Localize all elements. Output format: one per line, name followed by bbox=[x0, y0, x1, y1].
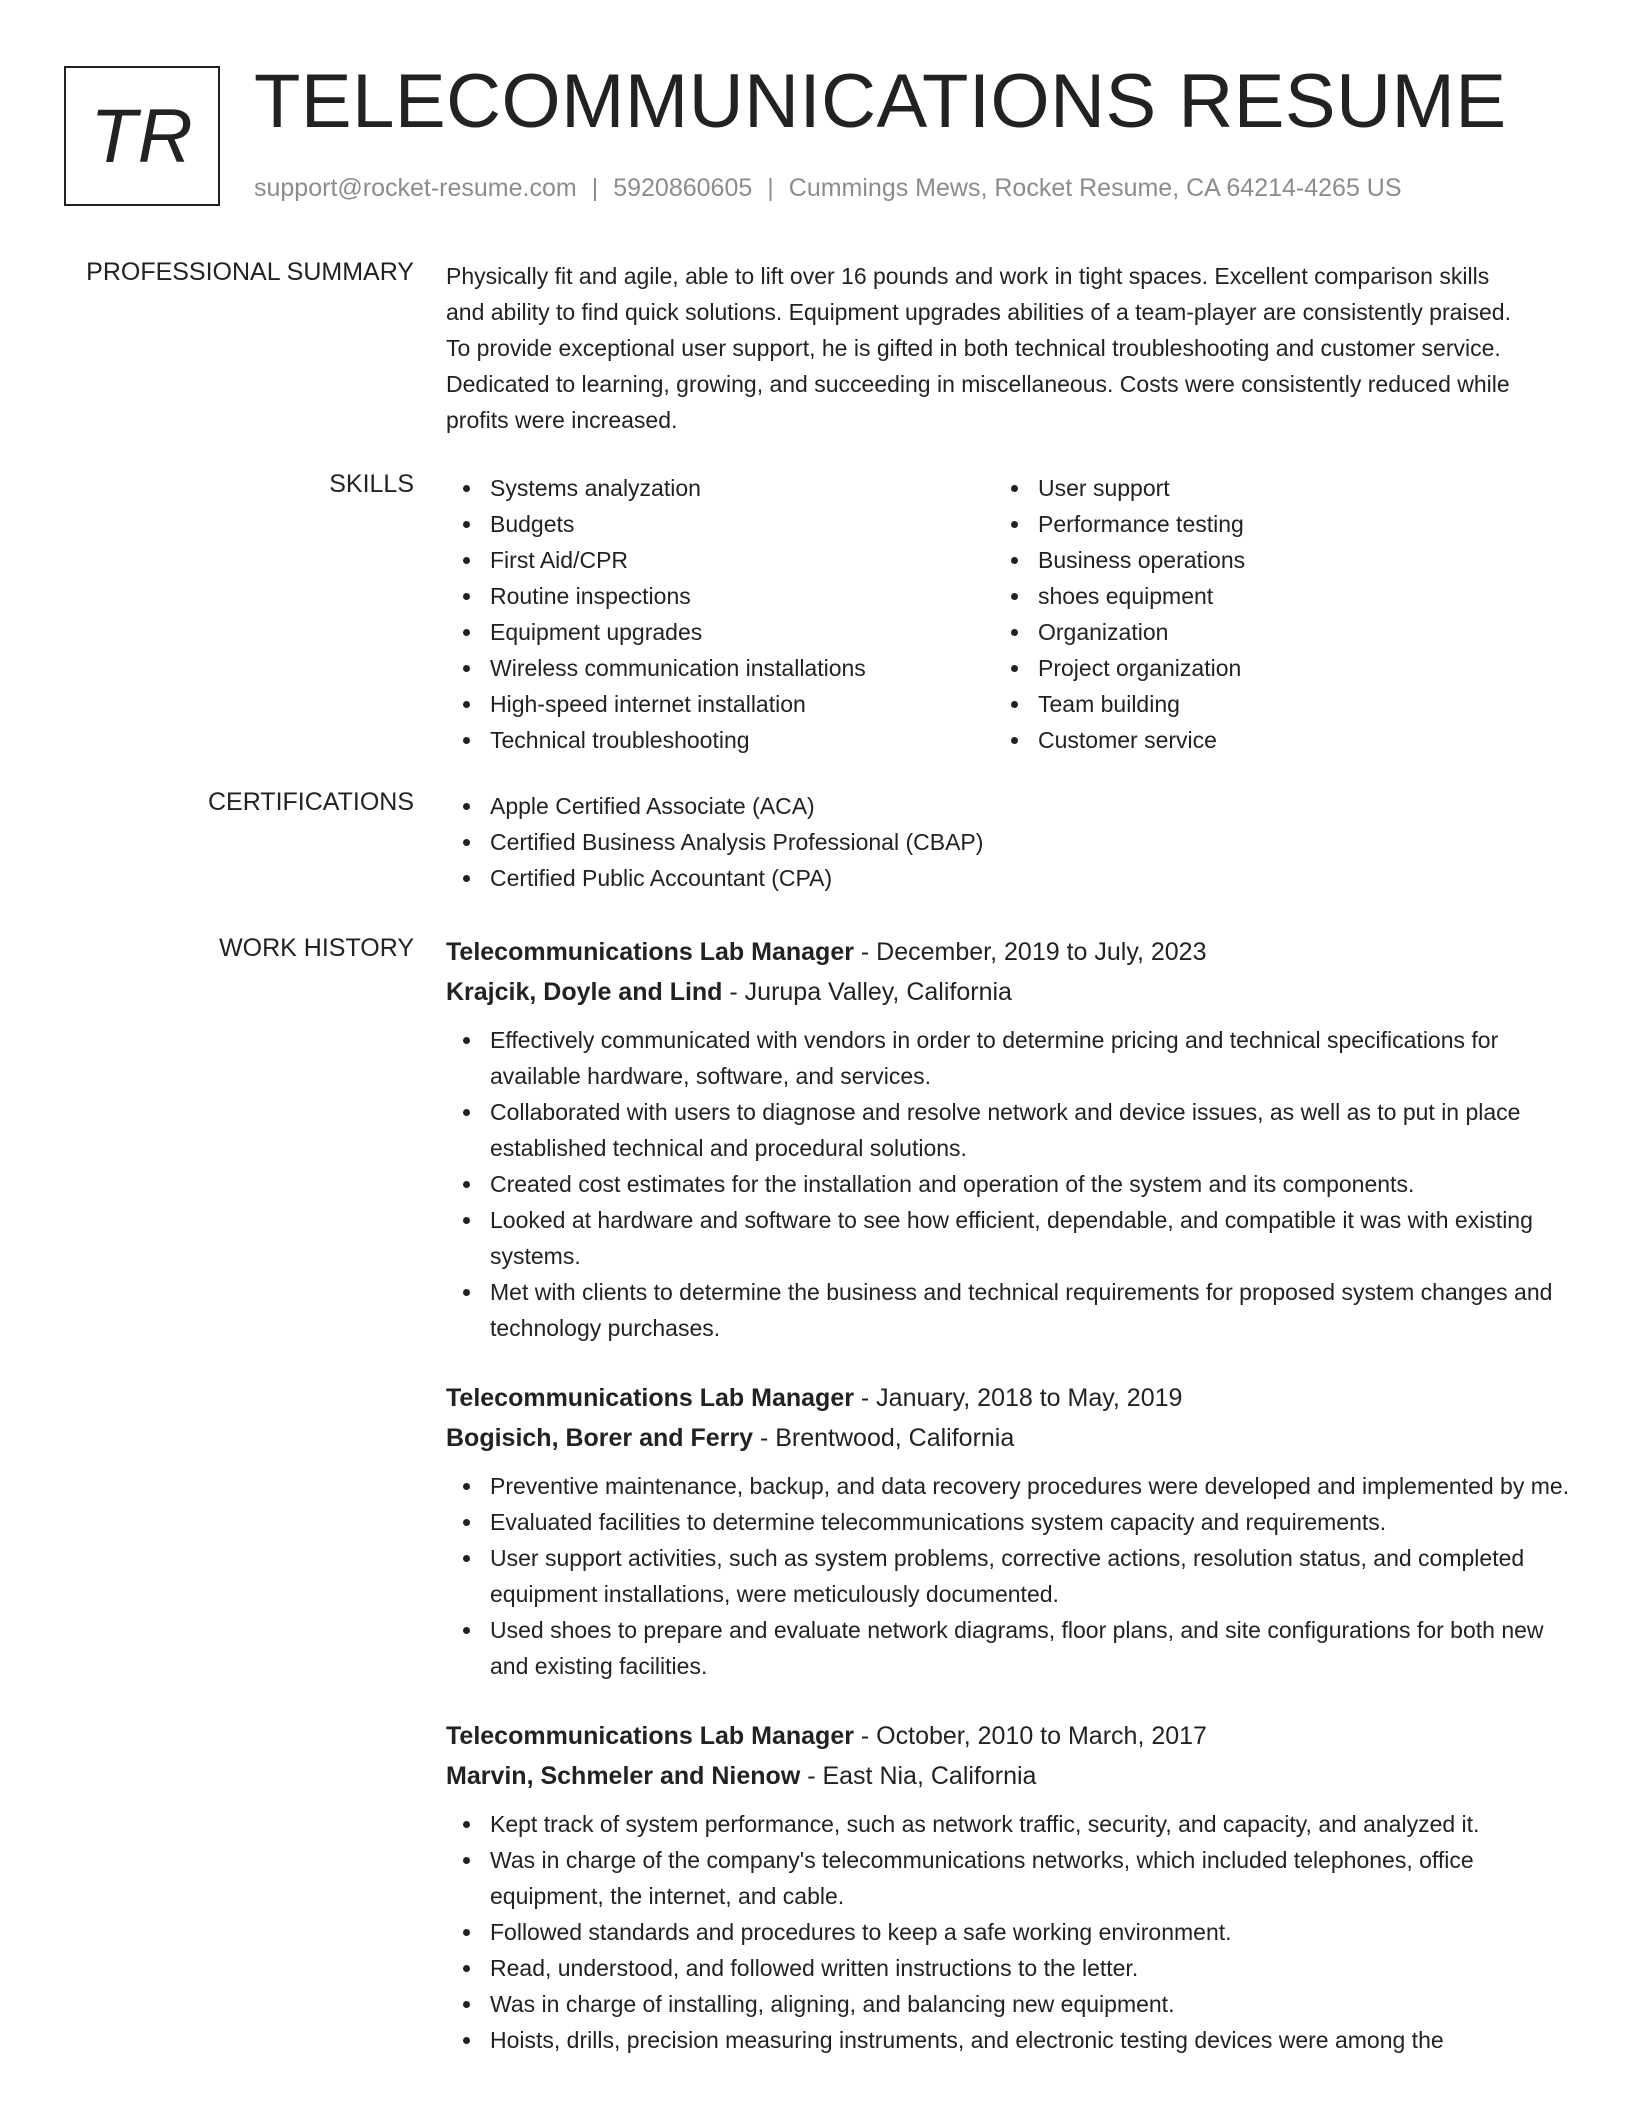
job-title: Telecommunications Lab Manager bbox=[446, 1722, 854, 1750]
resume-title: TELECOMMUNICATIONS RESUME bbox=[254, 59, 1507, 144]
job-location: - East Nia, California bbox=[800, 1762, 1037, 1790]
certification-item: Certified Public Accountant (CPA) bbox=[446, 860, 1576, 896]
job-entry bbox=[446, 932, 1586, 1346]
job-bullet: Hoists, drills, precision measuring instruments, and electronic testing devices were among the bbox=[446, 2022, 1586, 2058]
skill-item: Customer service bbox=[994, 722, 1542, 758]
skill-item: Systems analyzation bbox=[446, 470, 994, 506]
job-bullet: Collaborated with users to diagnose and resolve network and device issues, as well as to put in place established technical and procedural solutions. bbox=[446, 1094, 1586, 1166]
job-bullet: Evaluated facilities to determine telecommunications system capacity and requirements. bbox=[446, 1504, 1586, 1540]
skills-left-list bbox=[446, 470, 994, 758]
job-entry bbox=[446, 1378, 1586, 1684]
monogram-box bbox=[64, 66, 220, 206]
skill-item: First Aid/CPR bbox=[446, 542, 994, 578]
contact-email: support@rocket-resume.com bbox=[254, 174, 577, 202]
skills-grid bbox=[446, 470, 1576, 758]
certification-item: Certified Business Analysis Professional (CBAP) bbox=[446, 824, 1576, 860]
job-dates: - October, 2010 to March, 2017 bbox=[853, 1722, 1207, 1750]
job-dates: - December, 2019 to July, 2023 bbox=[853, 938, 1207, 966]
job-bullet: Kept track of system performance, such as network traffic, security, and capacity, and analyzed it. bbox=[446, 1806, 1586, 1842]
skills-section bbox=[446, 470, 1576, 758]
job-title: Telecommunications Lab Manager bbox=[446, 1384, 854, 1412]
job-title-line bbox=[446, 932, 1586, 972]
skill-item: Organization bbox=[994, 614, 1542, 650]
job-bullet: Was in charge of the company's telecommunications networks, which included telephones, office equipment, the internet, and cable. bbox=[446, 1842, 1586, 1914]
section-label-certifications: CERTIFICATIONS bbox=[207, 788, 414, 816]
contact-separator: | bbox=[767, 174, 774, 202]
job-bullet: Preventive maintenance, backup, and data recovery procedures were developed and implemented by me. bbox=[446, 1468, 1586, 1504]
job-bullet-list bbox=[446, 1806, 1586, 2058]
job-bullet: Met with clients to determine the business and technical requirements for proposed system changes and technology purchases. bbox=[446, 1274, 1586, 1346]
job-bullet: Effectively communicated with vendors in order to determine pricing and technical specifications for available hardware, software, and services. bbox=[446, 1022, 1586, 1094]
contact-phone: 5920860605 bbox=[613, 174, 753, 202]
job-title-line bbox=[446, 1378, 1586, 1418]
job-location: - Jurupa Valley, California bbox=[722, 978, 1012, 1006]
certifications-section bbox=[446, 788, 1576, 896]
job-bullet-list bbox=[446, 1022, 1586, 1346]
job-dates: - January, 2018 to May, 2019 bbox=[853, 1384, 1183, 1412]
summary-section bbox=[446, 258, 1526, 438]
job-company-line bbox=[446, 1756, 1586, 1796]
job-company: Krajcik, Doyle and Lind bbox=[446, 978, 723, 1006]
skill-item: Equipment upgrades bbox=[446, 614, 994, 650]
skill-item: Budgets bbox=[446, 506, 994, 542]
job-bullet-list bbox=[446, 1468, 1586, 1684]
job-bullet: User support activities, such as system problems, corrective actions, resolution status, and completed equipment installations, were meticulously documented. bbox=[446, 1540, 1586, 1612]
skill-item: shoes equipment bbox=[994, 578, 1542, 614]
skill-item: Project organization bbox=[994, 650, 1542, 686]
certifications-list bbox=[446, 788, 1576, 896]
skill-item: Wireless communication installations bbox=[446, 650, 994, 686]
job-bullet: Was in charge of installing, aligning, and balancing new equipment. bbox=[446, 1986, 1586, 2022]
job-title-line bbox=[446, 1716, 1586, 1756]
skill-item: Performance testing bbox=[994, 506, 1542, 542]
certification-item: Apple Certified Associate (ACA) bbox=[446, 788, 1576, 824]
contact-line bbox=[254, 174, 1402, 203]
work-history-section bbox=[446, 932, 1586, 2090]
job-company: Marvin, Schmeler and Nienow bbox=[446, 1762, 801, 1790]
contact-separator: | bbox=[591, 174, 599, 202]
skills-right-list bbox=[994, 470, 1542, 758]
job-bullet: Read, understood, and followed written instructions to the letter. bbox=[446, 1950, 1586, 1986]
job-bullet: Used shoes to prepare and evaluate network diagrams, floor plans, and site configurations for both new and existing facilities. bbox=[446, 1612, 1586, 1684]
job-bullet: Created cost estimates for the installation and operation of the system and its components. bbox=[446, 1166, 1586, 1202]
section-label-work-history: WORK HISTORY bbox=[219, 934, 414, 962]
skill-item: Technical troubleshooting bbox=[446, 722, 994, 758]
skill-item: User support bbox=[994, 470, 1542, 506]
skill-item: Business operations bbox=[994, 542, 1542, 578]
job-entry bbox=[446, 1716, 1586, 2058]
job-title: Telecommunications Lab Manager bbox=[446, 938, 854, 966]
monogram-initials: TR bbox=[90, 93, 194, 179]
section-label-summary: PROFESSIONAL SUMMARY bbox=[86, 258, 414, 286]
job-bullet: Looked at hardware and software to see how efficient, dependable, and compatible it was with existing systems. bbox=[446, 1202, 1586, 1274]
skill-item: Team building bbox=[994, 686, 1542, 722]
job-company-line bbox=[446, 1418, 1586, 1458]
job-bullet: Followed standards and procedures to keep a safe working environment. bbox=[446, 1914, 1586, 1950]
job-company: Bogisich, Borer and Ferry bbox=[446, 1424, 754, 1452]
contact-address: Cummings Mews, Rocket Resume, CA 64214-4265 US bbox=[788, 174, 1402, 202]
summary-text: Physically fit and agile, able to lift over 16 pounds and work in tight spaces. Excellent comparison skills and ability to find quick solutions. Equipment upgrades abilities of a team-player are consistently praised. To provide exceptional user support, he is gifted in both technical troubleshooting and customer service. Dedicated to learning, growing, and succeeding in miscellaneous. Costs were consistently reduced while profits were increased. bbox=[446, 263, 1511, 433]
skill-item: Routine inspections bbox=[446, 578, 994, 614]
job-company-line bbox=[446, 972, 1586, 1012]
job-location: - Brentwood, California bbox=[753, 1424, 1015, 1452]
section-label-skills: SKILLS bbox=[329, 470, 414, 498]
skill-item: High-speed internet installation bbox=[446, 686, 994, 722]
